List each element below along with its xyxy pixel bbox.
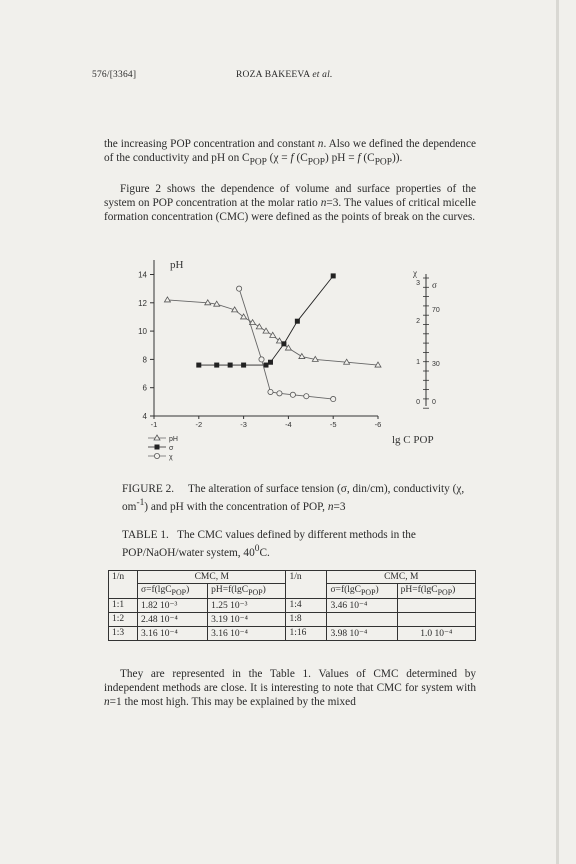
subheader-ph-right: pH=f(lgC$_{POP}$) (397, 584, 475, 599)
y-tick-label: 12 (138, 298, 147, 308)
paragraph-3: They are represented in the Table 1. Values of CMC determined by independent methods are close. It is interesting to note that CMC for system with n=1 the most high. This may be explained by the mixed (104, 668, 476, 708)
y-tick-label: 4 (142, 412, 147, 421)
figure-2-chart (130, 252, 450, 466)
data-point (256, 324, 262, 329)
table-row: 1:3 3.16 10⁻⁴ 3.16 10⁻⁴ 1:16 3.98 10⁻⁴ 1.0 10⁻⁴ (109, 626, 476, 640)
legend-label: σ (169, 445, 174, 452)
header-authors: ROZA BAKEEVA (236, 70, 310, 80)
chi-tick-label: 1 (416, 359, 420, 366)
legend-marker (154, 453, 159, 458)
legend-label: pH (169, 436, 178, 443)
header-etal: et al. (312, 70, 333, 80)
data-point (164, 297, 170, 302)
y-axis-label-sigma: σ (432, 280, 437, 290)
chi-tick-label: 3 (416, 280, 420, 287)
data-point (295, 319, 300, 324)
data-point (264, 363, 269, 368)
subheader-sigma-left: σ=f(lgC$_{POP}$) (138, 584, 208, 599)
legend-marker (154, 435, 160, 440)
data-point (241, 363, 246, 368)
group-header-left: CMC, M (138, 571, 286, 584)
page-edge (556, 0, 559, 864)
data-point (331, 396, 336, 401)
y-tick-label: 14 (138, 270, 147, 280)
data-point (268, 389, 273, 394)
data-point (237, 286, 242, 291)
y-tick-label: 10 (138, 327, 147, 337)
paragraph-1: the increasing POP concentration and constant n. Also we defined the dependence of the conductivity and pH on $C_{POP}$ (χ = f $(C_{POP})$ pH = f $(C_{POP})$). (104, 138, 476, 168)
data-point (290, 392, 295, 397)
data-point (263, 328, 269, 333)
table-row: 1:1 1.82 10⁻³ 1.25 10⁻³ 1:4 3.46 10⁻⁴ (109, 598, 476, 612)
subheader-sigma-right: σ=f(lgC$_{POP}$) (327, 584, 397, 599)
running-header (236, 70, 333, 80)
x-axis-label: lg C POP (392, 434, 434, 446)
table-caption: TABLE 1. The CMC values defined by different methods in the POP/NaOH/water system, $40^0C$. (122, 529, 416, 559)
figure-caption: FIGURE 2. The alteration of surface tension (σ, din/cm), conductivity (χ, $om^{-1}$) and pH with the concentration of POP, n=3 (122, 483, 465, 513)
y-axis-label-chi: χ (413, 268, 417, 278)
data-point (268, 360, 273, 365)
y-axis-label-ph: pH (170, 259, 184, 271)
data-point (228, 363, 233, 368)
chi-tick-label: 2 (416, 318, 420, 325)
legend-marker (155, 445, 160, 450)
data-point (281, 341, 286, 346)
data-point (241, 314, 247, 319)
data-point (214, 363, 219, 368)
data-point (259, 357, 264, 362)
sigma-tick-label: 0 (432, 399, 436, 406)
x-tick-label: -5 (329, 420, 337, 429)
data-point (196, 363, 201, 368)
page-number: 576/[3364] (92, 70, 137, 80)
subheader-ph-left: pH=f(lgC$_{POP}$) (208, 584, 286, 599)
data-point (304, 394, 309, 399)
y-tick-label: 8 (142, 355, 147, 365)
group-header-right: CMC, M (327, 571, 476, 584)
x-tick-label: -2 (195, 420, 203, 429)
col-ratio-right: 1/n (286, 571, 327, 599)
x-tick-label: -1 (150, 420, 158, 429)
col-ratio-left: 1/n (109, 571, 138, 599)
cmc-table (108, 570, 476, 641)
chi-tick-label: 0 (416, 399, 420, 406)
sigma-tick-label: 70 (432, 307, 440, 314)
data-point (277, 391, 282, 396)
sigma-tick-label: 30 (432, 361, 440, 368)
series-line (199, 276, 333, 365)
x-tick-label: -6 (374, 420, 382, 429)
x-tick-label: -4 (285, 420, 292, 429)
legend-label: χ (169, 454, 173, 461)
data-point (299, 354, 305, 359)
x-tick-label: -3 (240, 420, 247, 429)
paragraph-2: Figure 2 shows the dependence of volume and surface properties of the system on POP concentration at the molar ratio n=3. The values of critical micelle formation concentration (CMC) were defined as the points of break on the curves. (104, 183, 477, 223)
table-row: 1:2 2.48 10⁻⁴ 3.19 10⁻⁴ 1:8 (109, 612, 476, 626)
data-point (331, 273, 336, 278)
data-point (270, 332, 276, 337)
y-tick-label: 6 (142, 383, 147, 393)
